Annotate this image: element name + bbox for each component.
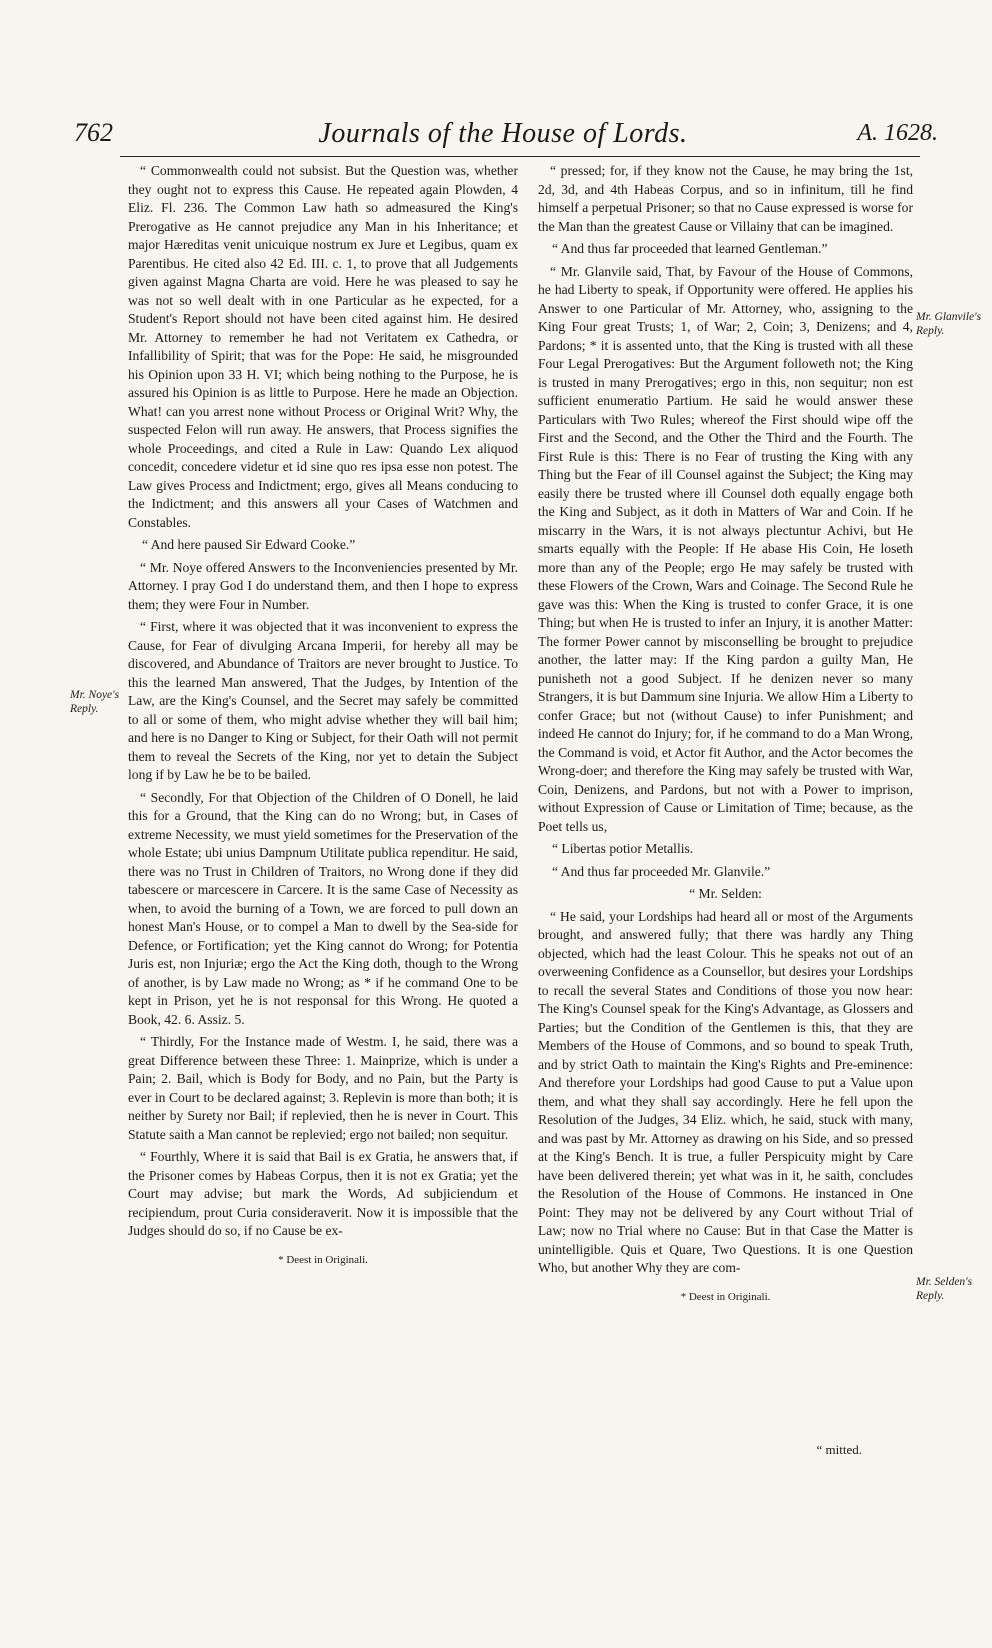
margin-note-selden: Mr. Selden's Reply. bbox=[916, 1276, 973, 1302]
footnote: * Deest in Originali. bbox=[278, 1253, 368, 1266]
header-rule bbox=[120, 156, 920, 157]
speaker-heading: “ Mr. Selden: bbox=[689, 886, 762, 901]
paragraph: “ And here paused Sir Edward Cooke.” bbox=[142, 537, 356, 552]
paragraph: “ Mr. Noye offered Answers to the Inconveniencies presented by Mr. Attorney. I pray God I do understand them, and then I hope to express them; they were Four in Number. bbox=[128, 559, 518, 612]
paragraph: “ Thirdly, For the Instance made of Westm. I, he said, there was a great Difference between these Three: 1. Mainprize, which is under a Pain; 2. Bail, which is Body for Body, and no Pain, but the Party is ever in Court to be declared against; 3. Replevin is more than both; it is neither by Surety nor Bail; if replevied, then he is never in Court. This Statute saith a Man cannot be replevied; ergo not bailed; non sequitur. bbox=[128, 1034, 518, 1142]
paragraph: “ Mr. Glanvile said, That, by Favour of the House of Commons, he had Liberty to speak, if Opportunity were offered. He applies his Answer to one Particular of Mr. Attorney, who, assigning to the King Four great Trusts; 1, of War; 2, Coin; 3, Denizens; and 4, Pardons; * it is assented unto, that the King is trusted with all these Four Legal Prerogatives: But the Argument followeth not; the King is trusted in many Prerogatives; ergo in this, non sequitur; non est sufficient enumeratio Partium. He said he would answer these Particulars with Two Rules; whereof the First should wipe off the First and the Second, and the Other the Third and the Fourth. The First Rule is this: There is no Fear of trusting the King with any Thing but the Fear of ill Counsel against the Subject; the King may easily there be trusted where ill Counsel doth equally engage both the King and Subject, as it doth in Matters of War and Coin. If he miscarry in the Wars, it is not always plectuntur Achivi, but He smarts equally with the People: If He abase His Coin, He loseth more than any of the People; ergo He may safely be trusted with these Flowers of the Crown, Wars and Coinage. The Second Rule he gave was this: When the King is trusted to confer Grace, it is one Thing; but when He is trusted to infer an Injury, it is another Matter: The former Power cannot by misconselling be brought to prejudice another, the latter may: If the King pardon a guilty Man, He punisheth not a good Subject. If he denizen never so many Strangers, it is but Dammum sine Injuria. We allow Him a Liberty to confer Grace; but not (without Cause) to infer Punishment; and indeed He cannot do Injury; for, if he command to do a Man Wrong, the Command is void, et Actor fit Author, and the Actor becomes the Wrong-doer; and therefore the King may safely be trusted with War, Coin, Denizens, and Pardons, but not with a Power to imprison, without Expression of Cause or Limitation of Time; because, as the Poet tells us, bbox=[538, 263, 913, 834]
margin-note-noye: Mr. Noye's Reply. bbox=[70, 689, 120, 715]
paragraph: “ And thus far proceeded that learned Gentleman.” bbox=[552, 241, 828, 256]
paragraph: “ And thus far proceeded Mr. Glanvile.” bbox=[552, 863, 771, 879]
margin-note-glanvile: Mr. Glanvile's Reply. bbox=[916, 311, 982, 337]
paragraph: “ He said, your Lordships had heard all or most of the Arguments brought, and answered fully; that there was hardly any Thing objected, which had the least Colour. This he speaks not out of an overweening Confidence as a Counsellor, but desires your Lordships to recall the several States and Conditions of those you now hear: The King's Counsel speak for the King's Advantage, as Glossers and Parties; but the Condition of the Gentlemen is this, that they are Members of the House of Commons, and so bound to speak Truth, and by strict Oath to maintain the King's Rights and Pre-eminence: And therefore your Lordships had good Cause to put a Value upon them, and what they shall say accordingly. Here he fell upon the Resolution of the Judges, 34 Eliz. which, he said, stuck with many, and was past by Mr. Attorney as drawing on his Side, and so pressed at the King's Bench. It is true, a fuller Perspicuity might by Care have been delivered therein; yet what was in it, he saith, concludes the Resolution of the House of Commons. He instanced in One Point: They may not be delivered by any Court without Trial of Law; now no Trial where no Cause: But in that Case the Matter is unintelligible. Quis et Quare, Two Questions. It is one Question Who, but another Why they are com- bbox=[538, 908, 913, 1275]
catchword: “ mitted. bbox=[816, 1442, 862, 1457]
paragraph: “ First, where it was objected that it was inconvenient to express the Cause, for Fear of divulging Arcana Imperii, for hereby all may be discovered, and Abundance of Traitors are never brought to Justice. To this the learned Man answered, That the Judges, by Intention of the Law, are the King's Counsel, and the Secret may safely be committed to all or some of them, who might advise whether they will bail him; and here is no Danger to King or Subject, for their Oath will not permit them to reveal the Secrets of the King, nor yet to detain the Subject long if by Law he be to be bailed. bbox=[128, 619, 518, 782]
footnote: * Deest in Originali. bbox=[680, 1290, 771, 1303]
page-header bbox=[68, 118, 938, 158]
right-column bbox=[538, 162, 913, 1310]
paragraph: “ Secondly, For that Objection of the Children of O Donell, he laid this for a Ground, that the King can do no Wrong; but, in Cases of extreme Necessity, we must yield sometimes for the Preservation of the whole Estate; ubi unius Dampnum Utilitate publica rependitur. He said, there was no Trust in Children of Traitors, no Wrong done if they did tabescere or marcescere in Carcere. It is the same Case of Necessity as when, to avoid the burning of a Town, we are forced to pull down an honest Man's House, or to compel a Man to dwell by the Sea-side for Defence, or Fortification; yet the King cannot do Wrong; for Potentia Juris est, non Injuriæ; ergo the Act the King doth, though to the Wrong of another, is by Law made no Wrong; as * if he command One to be kept in Prison, yet he is not responsal for this Wrong. He quoted a Book, 42. 6. Assiz. 5. bbox=[128, 789, 518, 1027]
page-number: 762 bbox=[74, 118, 113, 147]
running-title: Journals of the House of Lords. bbox=[318, 118, 688, 149]
year-marker: A. 1628. bbox=[857, 120, 938, 146]
paragraph: “ Fourthly, Where it is said that Bail is ex Gratia, he answers that, if the Prisoner comes by Habeas Corpus, then it is not ex Gratia; yet the Court may advise; but mark the Words, Ad subjiciendum et recipiendum, prout Curia consideraverit. Now it is impossible that the Judges should do so, if no Cause be ex- bbox=[128, 1149, 518, 1238]
paragraph: “ Commonwealth could not subsist. But the Question was, whether they ought not to express this Cause. He repeated again Plowden, 4 Eliz. Fl. 236. The Common Law hath so admeasured the King's Prerogative as He cannot prejudice any Man in his Inheritance; et major Hæreditas venit unicuique nostrum ex Jure et Legibus, quam ex Parentibus. He cited also 42 Ed. III. c. 1, to prove that all Judgements given against Magna Charta are void. Here he was pleased to say he was not so well dealt with in one Particular as he expected, for a Student's Report should not have been cited against him. He desired Mr. Attorney to remember he had not Veritatem ex Cathedra, or Infallibility of Spirit; that was for the Pope: He said, he misgrounded his Opinion upon 33 H. VI; which being nothing to the Purpose, he is assured his Opinion is as little to Purpose. Here he made an Objection. What! can you arrest none without Process or Original Writ? Why, the suspected Felon will run away. He answers, that Process signifies the whole Proceedings, and cited a Rule in Law: Quando Lex aliquod concedit, concedere videtur et id sine quo res ipsa esse non potest. The Law gives Process and Indictment; ergo, gives all Means conducing to the Indictment; and this answers all your Cases of Watchmen and Constables. bbox=[128, 163, 518, 530]
paragraph: “ pressed; for, if they know not the Cause, he may bring the 1st, 2d, 3d, and 4th Habeas Corpus, and so in infinitum, till he find himself a perpetual Prisoner; so that no Cause expressed is worse for the Man than the greatest Cause or Villainy that can be imagined. bbox=[538, 163, 913, 234]
verse-line: “ Libertas potior Metallis. bbox=[552, 841, 694, 856]
left-column bbox=[128, 162, 518, 1273]
